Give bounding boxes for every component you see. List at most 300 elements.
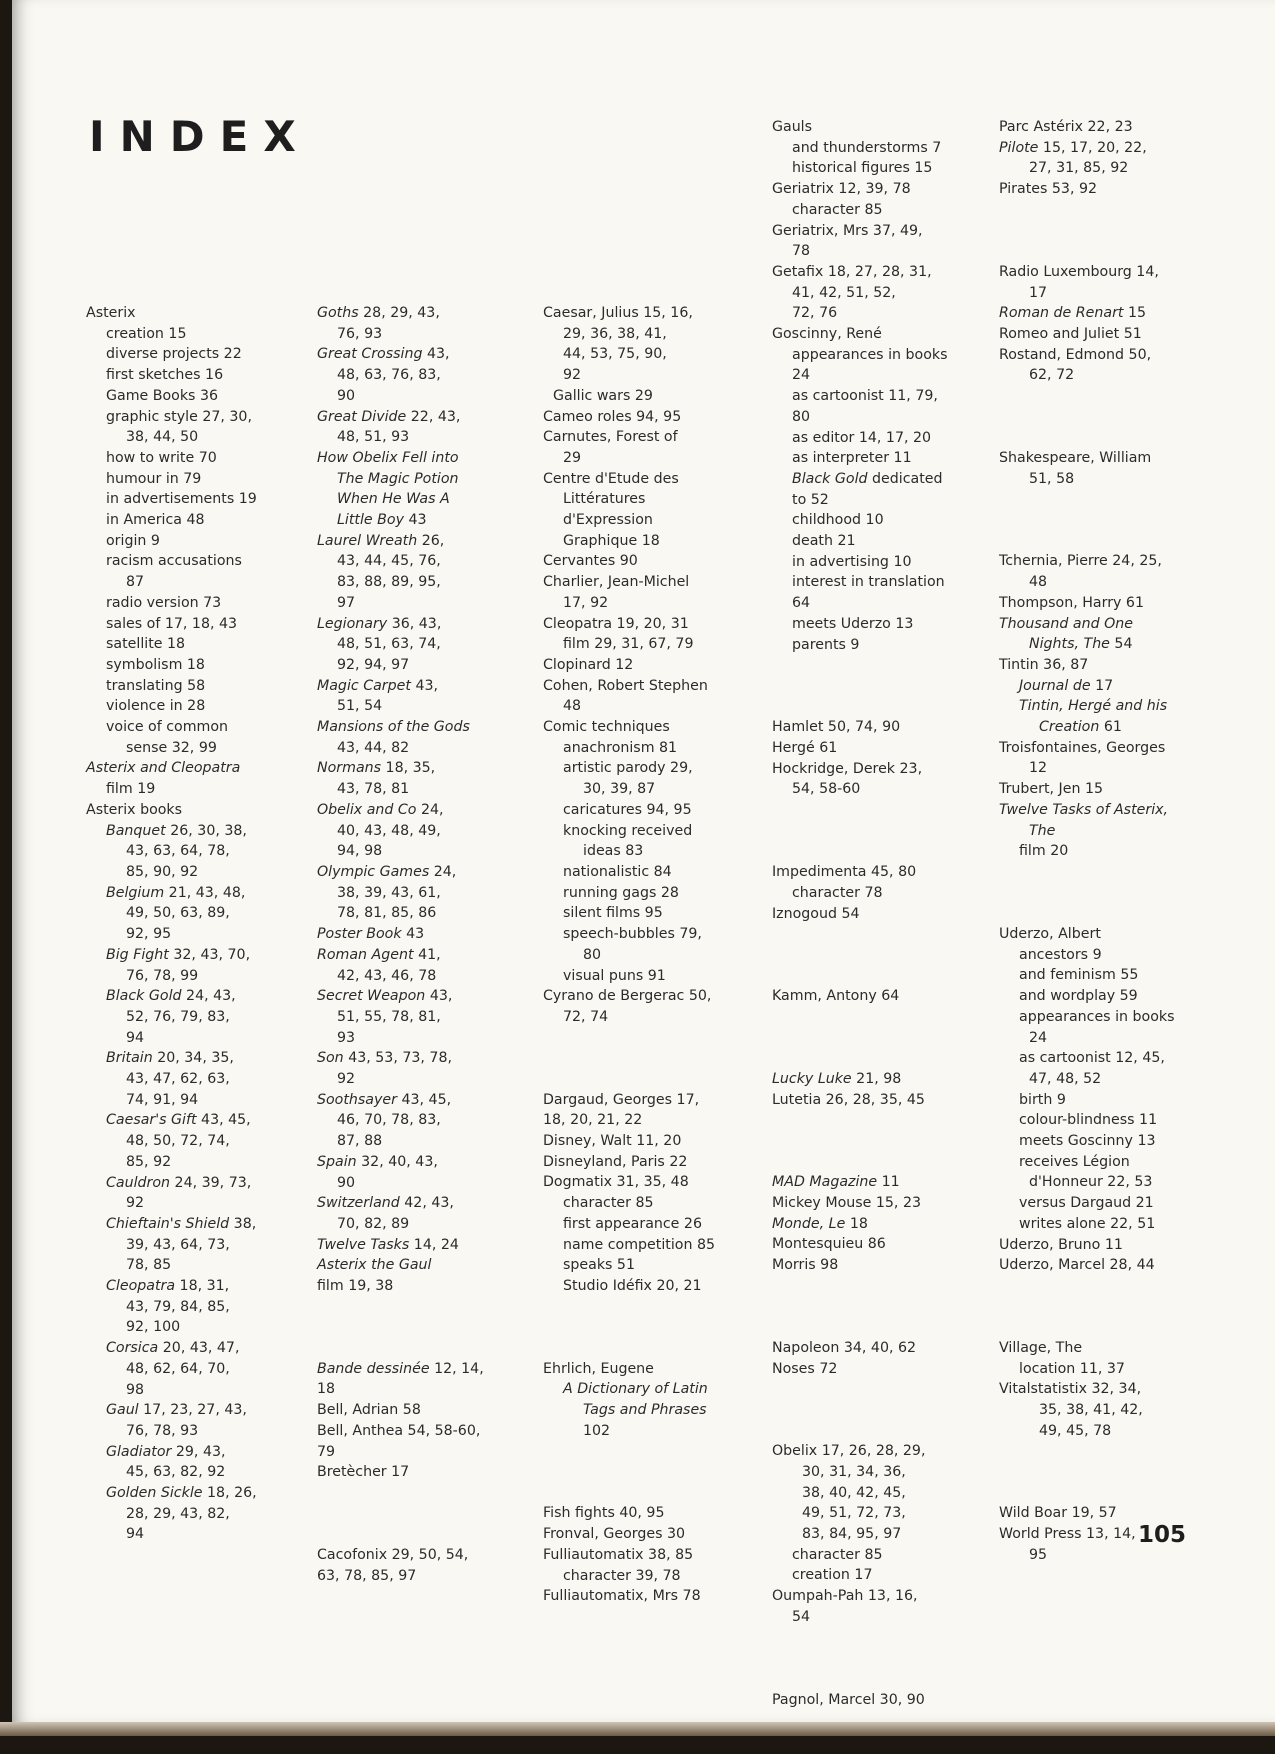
index-entry-text: Romeo and Juliet 51	[999, 325, 1142, 342]
index-entry	[543, 510, 715, 531]
index-entry-title: Roman Agent	[317, 946, 414, 963]
index-entry	[86, 1400, 257, 1421]
index-entry	[317, 1131, 484, 1152]
index-entry-title: Switzerland	[317, 1195, 400, 1212]
index-entry-text: diverse projects 22	[106, 346, 242, 363]
index-entry-text: caricatures 94, 95	[563, 801, 692, 818]
index-entry	[86, 386, 257, 407]
index-entry	[317, 572, 484, 593]
index-entry-title: Goths	[317, 305, 359, 321]
index-entry-title: Legionary	[317, 615, 388, 632]
index-entry	[543, 862, 715, 883]
index-entry	[86, 1255, 257, 1276]
index-entry	[543, 1255, 715, 1276]
index-entry	[317, 1255, 484, 1276]
index-entry-title: Tags and Phrases	[583, 1402, 707, 1419]
index-entry-text: 49, 50, 63, 89,	[126, 905, 230, 922]
index-entry	[317, 1400, 484, 1421]
index-entry	[317, 924, 484, 945]
index-entry	[772, 862, 948, 883]
index-entry-text: Caesar, Julius 15, 16,	[543, 305, 693, 321]
index-entry	[543, 1524, 715, 1545]
index-entry	[86, 821, 257, 842]
index-entry	[86, 945, 257, 966]
index-entry-text: location 11, 37	[1019, 1360, 1125, 1377]
index-entry	[86, 1090, 257, 1111]
index-entry-text: Fulliautomatix 38, 85	[543, 1546, 694, 1563]
index-entry	[317, 821, 484, 842]
index-entry-text: Getafix 18, 27, 28, 31,	[772, 263, 932, 280]
index-entry	[772, 303, 948, 324]
index-entry	[772, 365, 948, 386]
index-entry	[543, 469, 715, 490]
index-entry-title: Nights, The	[1029, 636, 1110, 653]
index-entry-text: 17	[1090, 677, 1114, 694]
index-entry	[772, 904, 948, 925]
index-entry	[317, 1442, 484, 1463]
index-entry-text: Kamm, Antony 64	[772, 988, 900, 1005]
index-entry-text: Geriatrix, Mrs 37, 49,	[772, 222, 923, 239]
index-entry-title: Cauldron	[106, 1174, 171, 1191]
index-entry	[86, 1214, 257, 1235]
index-entry	[772, 552, 948, 573]
index-entry	[543, 717, 715, 738]
index-entry-text: Cacofonix 29, 50, 54,	[317, 1546, 469, 1563]
index-entry-text: Asterix	[86, 305, 136, 321]
index-entry-text: Cleopatra 19, 20, 31	[543, 615, 689, 632]
index-entry	[999, 800, 1175, 821]
index-entry	[543, 407, 715, 428]
index-entry	[86, 1483, 257, 1504]
index-entry-text: running gags 28	[563, 884, 679, 901]
index-entry	[999, 1028, 1175, 1049]
index-entry	[543, 800, 715, 821]
index-entry-text: Village, The	[999, 1339, 1083, 1356]
index-entry	[86, 344, 257, 365]
index-entry	[543, 1566, 715, 1587]
index-entry	[772, 1255, 948, 1276]
index-entry	[86, 676, 257, 697]
index-entry	[999, 634, 1175, 655]
index-entry-text: film 19	[106, 781, 156, 798]
index-entry-text: 90	[337, 1174, 356, 1191]
index-entry	[86, 1131, 257, 1152]
index-entry	[543, 1131, 715, 1152]
index-entry-text: speaks 51	[563, 1257, 635, 1274]
index-entry-text: anachronism 81	[563, 739, 678, 756]
index-entry-text: 12	[1029, 760, 1048, 777]
index-entry	[772, 490, 948, 511]
index-entry-text: 11	[877, 1174, 900, 1191]
index-entry	[317, 986, 484, 1007]
index-entry-title: Journal de	[1019, 677, 1091, 694]
index-entry-text: as interpreter 11	[792, 450, 912, 467]
index-entry-text: meets Goscinny 13	[1019, 1133, 1156, 1150]
index-entry-title: Black Gold	[106, 988, 182, 1005]
index-entry	[317, 427, 484, 448]
index-entry-text: 78, 85	[126, 1257, 172, 1274]
index-entry-title: Gladiator	[106, 1443, 172, 1460]
index-entry	[86, 551, 257, 572]
index-entry	[317, 448, 484, 469]
index-entry-text: 17, 92	[563, 594, 609, 611]
index-entry-text: Asterix books	[86, 801, 183, 818]
index-entry-text: 43,	[410, 677, 439, 694]
index-entry	[772, 531, 948, 552]
index-column-5	[999, 117, 1175, 1566]
index-entry-text: 24,	[416, 801, 444, 818]
index-entry	[999, 179, 1175, 200]
index-entry-text: Lutetia 26, 28, 35, 45	[772, 1091, 925, 1108]
index-entry-text: artistic parody 29,	[563, 760, 693, 777]
index-entry	[999, 1069, 1175, 1090]
index-entry-text: 83, 88, 89, 95,	[337, 574, 441, 591]
index-entry	[86, 655, 257, 676]
index-entry-text: Littératures	[563, 491, 646, 508]
index-entry	[86, 841, 257, 862]
index-entry-text: 18, 26,	[202, 1485, 257, 1502]
index-column-1	[86, 303, 257, 1545]
index-entry	[772, 1483, 948, 1504]
index-entry-text: satellite 18	[106, 636, 186, 653]
index-entry-text: Hockridge, Derek 23,	[772, 760, 923, 777]
index-entry	[543, 883, 715, 904]
index-entry-text: film 29, 31, 67, 79	[563, 636, 694, 653]
index-entry-text: World Press 13, 14,	[999, 1526, 1136, 1543]
index-entry	[772, 614, 948, 635]
index-entry-text: 102	[583, 1422, 611, 1439]
index-entry-text: 43	[401, 926, 425, 943]
index-entry-text: Rostand, Edmond 50,	[999, 346, 1152, 363]
index-entry-text: Graphique 18	[563, 532, 660, 549]
index-entry-text: 78, 81, 85, 86	[337, 905, 437, 922]
index-entry-text: 26,	[417, 532, 445, 549]
index-entry-text: childhood 10	[792, 512, 884, 529]
index-entry	[772, 759, 948, 780]
index-entry-text: Dargaud, Georges 17,	[543, 1091, 700, 1108]
index-entry	[772, 717, 948, 738]
index-entry-text: 39, 43, 64, 73,	[126, 1236, 230, 1253]
index-entry-text: knocking received	[563, 822, 693, 839]
index-entry-text: to 52	[792, 491, 829, 508]
index-entry	[999, 965, 1175, 986]
index-entry	[543, 1193, 715, 1214]
index-entry	[772, 779, 948, 800]
index-entry	[86, 966, 257, 987]
index-entry	[772, 1586, 948, 1607]
index-entry-text: 21, 98	[851, 1070, 902, 1087]
index-entry	[86, 986, 257, 1007]
index-entry-text: creation 15	[106, 325, 187, 342]
index-entry-title: Great Crossing	[317, 346, 423, 363]
index-entry	[86, 1297, 257, 1318]
index-entry-text: appearances in books	[1019, 1008, 1175, 1025]
index-entry	[772, 1545, 948, 1566]
index-entry-text: Gauls	[772, 119, 813, 135]
index-entry	[999, 1255, 1175, 1276]
index-entry-text: Trubert, Jen 15	[999, 781, 1104, 798]
index-entry-title: Chieftain's Shield	[106, 1215, 230, 1232]
index-entry	[317, 676, 484, 697]
index-entry	[317, 1152, 484, 1173]
index-entry-title: Soothsayer	[317, 1091, 397, 1108]
index-entry-text: radio version 73	[106, 594, 222, 611]
index-entry	[999, 138, 1175, 159]
index-entry-text: Hergé 61	[772, 739, 838, 756]
index-entry	[86, 738, 257, 759]
index-entry-title: The Magic Potion	[337, 470, 459, 487]
index-entry	[999, 738, 1175, 759]
index-entry	[86, 1359, 257, 1380]
index-entry-text: parents 9	[792, 636, 860, 653]
index-entry	[999, 1235, 1175, 1256]
index-entry-text: 14, 24	[409, 1236, 459, 1253]
index-entry	[543, 1503, 715, 1524]
index-entry-text: 76, 78, 99	[126, 967, 199, 984]
index-entry-text: 85, 92	[126, 1153, 172, 1170]
index-entry-text: 15, 17, 20, 22,	[1038, 139, 1147, 156]
index-entry-text: Oumpah-Pah 13, 16,	[772, 1588, 918, 1605]
index-entry	[543, 1359, 715, 1380]
index-entry	[317, 1545, 484, 1566]
index-entry	[86, 1442, 257, 1463]
index-entry	[999, 1193, 1175, 1214]
index-entry	[772, 158, 948, 179]
index-entry-title: Great Divide	[317, 408, 407, 425]
index-entry-text: and wordplay 59	[1019, 988, 1138, 1005]
index-entry-text: 94, 98	[337, 843, 383, 860]
index-entry-text: Uderzo, Marcel 28, 44	[999, 1257, 1155, 1274]
index-entry-text: 43, 53, 73, 78,	[343, 1050, 452, 1067]
index-entry-text: 17	[1029, 284, 1048, 301]
index-entry-text: film 20	[1019, 843, 1069, 860]
index-entry	[772, 635, 948, 656]
index-entry	[772, 1090, 948, 1111]
index-entry	[543, 427, 715, 448]
index-entry	[999, 469, 1175, 490]
index-entry-text: 32, 40, 43,	[356, 1153, 438, 1170]
index-entry-title: Pilote	[999, 139, 1039, 156]
index-entry	[999, 345, 1175, 366]
index-entry-text: 29, 43,	[171, 1443, 226, 1460]
index-entry-text: Carnutes, Forest of	[543, 429, 678, 446]
index-entry-text: in advertising 10	[792, 553, 912, 570]
index-entry-text: Pirates 53, 92	[999, 181, 1098, 198]
index-entry-text: 40, 43, 48, 49,	[337, 822, 441, 839]
index-entry	[543, 986, 715, 1007]
index-entry	[86, 365, 257, 386]
index-entry	[543, 676, 715, 697]
index-entry-title: Lucky Luke	[772, 1070, 852, 1087]
index-entry-title: Black Gold	[792, 470, 868, 487]
index-entry-text: 43, 44, 82	[337, 739, 410, 756]
index-entry-text: 54, 58-60	[792, 781, 861, 798]
index-entry	[772, 1503, 948, 1524]
index-entry-text: 48	[563, 698, 582, 715]
index-entry	[772, 738, 948, 759]
index-entry-text: appearances in books	[792, 346, 948, 363]
index-entry-text: 38, 39, 43, 61,	[337, 884, 441, 901]
index-entry-title: Asterix the Gaul	[317, 1257, 432, 1274]
index-entry	[86, 324, 257, 345]
index-entry-text: Tchernia, Pierre 24, 25,	[999, 553, 1162, 570]
index-entry-text: Ehrlich, Eugene	[543, 1360, 654, 1377]
index-entry	[543, 1007, 715, 1028]
index-entry-text: 12, 14,	[429, 1360, 484, 1377]
index-entry	[772, 283, 948, 304]
index-entry-text: 20, 43, 47,	[158, 1340, 240, 1357]
index-entry	[543, 448, 715, 469]
index-entry-text: as cartoonist 12, 45,	[1019, 1050, 1165, 1067]
index-entry	[543, 1379, 715, 1400]
index-entry-text: 43, 45,	[396, 1091, 452, 1108]
index-entry	[543, 1421, 715, 1442]
index-entry	[999, 1007, 1175, 1028]
index-entry	[543, 1110, 715, 1131]
index-entry-title: Bande dessinée	[317, 1360, 430, 1377]
index-entry	[543, 1400, 715, 1421]
index-entry-text: 42, 43, 46, 78	[337, 967, 437, 984]
index-entry-text: 48, 63, 76, 83,	[337, 367, 441, 384]
index-entry-text: Uderzo, Albert	[999, 925, 1101, 942]
index-entry-text: Bell, Adrian 58	[317, 1402, 421, 1419]
index-entry-title: Cleopatra	[106, 1278, 176, 1295]
index-entry-text: racism accusations	[106, 553, 242, 570]
index-entry	[772, 1690, 948, 1711]
index-entry	[317, 1421, 484, 1442]
index-entry-text: 95	[1029, 1546, 1048, 1563]
index-entry	[317, 634, 484, 655]
index-entry	[86, 407, 257, 428]
index-entry	[543, 303, 715, 324]
index-entry-text: 61	[1099, 719, 1122, 736]
index-entry-text: Hamlet 50, 74, 90	[772, 719, 901, 736]
index-entry-text: 41,	[413, 946, 441, 963]
index-entry-text: 87	[126, 574, 145, 591]
index-entry-text: Cameo roles 94, 95	[543, 408, 682, 425]
index-entry-text: translating 58	[106, 677, 206, 694]
index-entry-text: writes alone 22, 51	[1019, 1215, 1156, 1232]
index-entry-text: Disneyland, Paris 22	[543, 1153, 688, 1170]
index-entry	[999, 676, 1175, 697]
index-entry-text: 51, 58	[1029, 470, 1075, 487]
index-entry-text: ancestors 9	[1019, 946, 1102, 963]
index-entry-text: Impedimenta 45, 80	[772, 864, 917, 881]
index-entry-text: speech-bubbles 79,	[563, 926, 702, 943]
index-entry	[317, 407, 484, 428]
index-column-3	[543, 303, 715, 1607]
index-entry-text: how to write 70	[106, 449, 217, 466]
index-entry	[772, 1462, 948, 1483]
index-entry	[999, 117, 1175, 138]
index-entry	[317, 655, 484, 676]
index-entry	[317, 531, 484, 552]
index-entry	[317, 1048, 484, 1069]
index-entry	[999, 758, 1175, 779]
index-entry-text: 43, 63, 64, 78,	[126, 843, 230, 860]
index-entry	[86, 1235, 257, 1256]
index-entry-text: Vitalstatistix 32, 34,	[999, 1381, 1142, 1398]
index-entry-text: 94	[126, 1029, 145, 1046]
index-entry	[86, 779, 257, 800]
index-entry	[317, 1193, 484, 1214]
index-entry-title: Belgium	[106, 884, 165, 901]
index-entry	[543, 1090, 715, 1111]
index-entry-text: 76, 78, 93	[126, 1422, 199, 1439]
index-entry-title: Caesar's Gift	[106, 1112, 197, 1129]
page-heading: INDEX	[89, 112, 311, 161]
index-entry	[543, 966, 715, 987]
index-entry-text: Fulliautomatix, Mrs 78	[543, 1588, 701, 1605]
index-entry-text: Noses 72	[772, 1360, 838, 1377]
index-entry	[86, 1193, 257, 1214]
index-entry	[543, 614, 715, 635]
index-entry	[317, 883, 484, 904]
index-entry	[86, 593, 257, 614]
index-entry-text: Geriatrix 12, 39, 78	[772, 181, 911, 198]
index-entry-text: 22, 43,	[406, 408, 461, 425]
index-entry	[317, 614, 484, 635]
index-entry-text: 20, 34, 35,	[152, 1050, 234, 1067]
index-entry-text: 92, 95	[126, 926, 172, 943]
index-entry-text: first sketches 16	[106, 367, 224, 384]
index-entry-text: Mickey Mouse 15, 23	[772, 1195, 921, 1212]
index-column-4	[772, 117, 948, 1710]
index-entry	[543, 324, 715, 345]
index-entry-title: The	[1029, 822, 1056, 839]
index-entry	[317, 1028, 484, 1049]
index-entry	[86, 489, 257, 510]
index-entry	[317, 1276, 484, 1297]
index-entry	[86, 1028, 257, 1049]
index-entry-text: meets Uderzo 13	[792, 615, 914, 632]
index-entry-text: 70, 82, 89	[337, 1215, 410, 1232]
index-entry	[317, 758, 484, 779]
page-edge	[0, 1722, 1275, 1736]
index-entry-text: 35, 38, 41, 42,	[1039, 1402, 1143, 1419]
index-entry	[999, 324, 1175, 345]
index-entry-text: 21, 43, 48,	[164, 884, 246, 901]
index-entry-text: sense 32, 99	[126, 739, 217, 756]
index-entry	[543, 593, 715, 614]
index-entry-text: 54	[792, 1608, 811, 1625]
index-entry-text: 90	[337, 387, 356, 404]
index-entry	[317, 1110, 484, 1131]
index-entry-text: 92	[337, 1071, 356, 1088]
index-entry-text: 18	[845, 1215, 868, 1232]
index-entry-text: 47, 48, 52	[1029, 1070, 1102, 1087]
index-entry	[543, 924, 715, 945]
index-entry-text: 48, 51, 93	[337, 429, 410, 446]
index-entry-text: Cyrano de Bergerac 50,	[543, 988, 712, 1005]
index-entry-text: Radio Luxembourg 14,	[999, 263, 1159, 280]
index-entry-text: 83, 84, 95, 97	[802, 1526, 902, 1543]
index-entry-text: 51, 54	[337, 698, 383, 715]
index-entry	[999, 448, 1175, 469]
index-entry-text: 93	[337, 1029, 356, 1046]
index-entry	[86, 1338, 257, 1359]
index-entry-text: 17, 23, 27, 43,	[138, 1402, 247, 1419]
index-entry-text: 43,	[425, 988, 453, 1005]
index-entry-text: creation 17	[792, 1567, 873, 1584]
index-entry	[999, 303, 1175, 324]
index-entry-text: 64	[792, 595, 811, 612]
index-entry	[999, 1338, 1175, 1359]
index-entry-text: 85, 90, 92	[126, 863, 199, 880]
index-entry-text: historical figures 15	[792, 160, 933, 177]
index-entry	[999, 1400, 1175, 1421]
index-entry	[772, 1524, 948, 1545]
